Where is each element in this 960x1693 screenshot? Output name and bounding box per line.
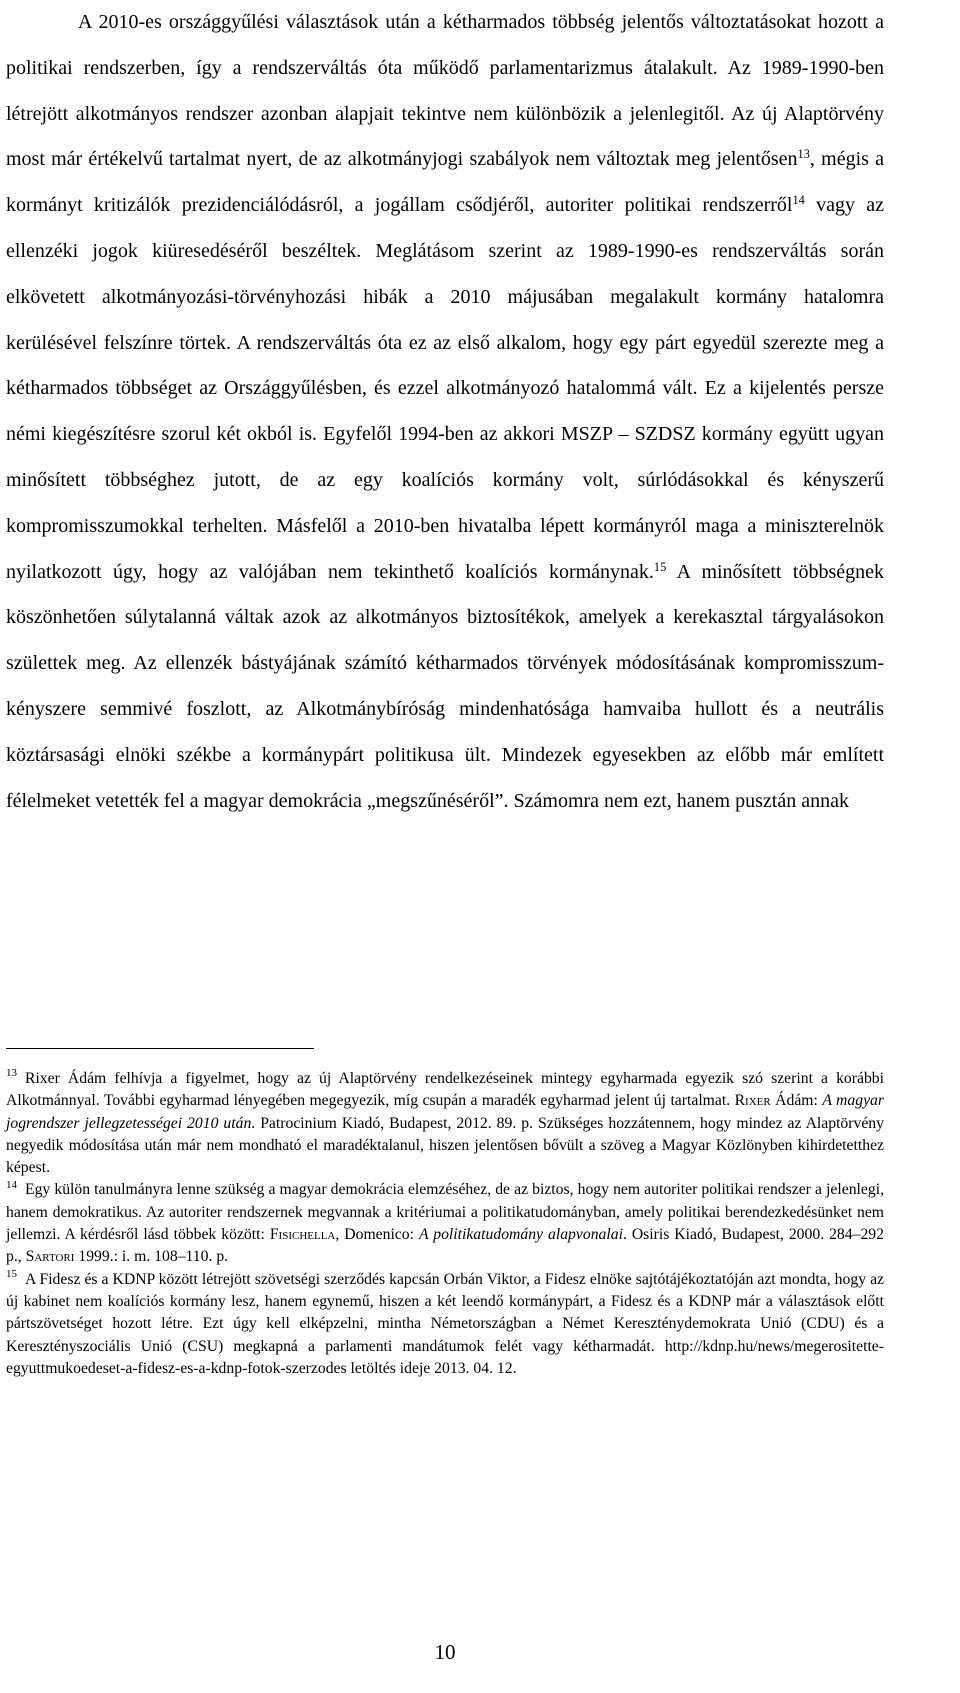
body-text-3: vagy az ellenzéki jogok kiüresedéséről beszéltek. Meglátásom szerint az 1989-1990-es rendszerváltás során elkövetett alkotmányozási-törvényhozási hibák a 2010 májusában megalakult kormány hatalomra kerülésével felszínre törtek. A rendszerváltás óta ez az első alkalom, hogy egy párt egyedül szerezte meg a kétharmados többséget az Országgyűlésben, és ezzel alkotmányozó hatalommá vált. Ez a kijelentés persze némi kiegészítésre szorul két okból is. Egyfelől 1994-ben az akkori MSZP – SZDSZ kormány együtt ugyan minősített többséghez jutott, de az egy koalíciós kormány volt, súrlódásokkal és kényszerű kompromisszumokkal terhelten. Másfelől a 2010-ben hivatalba lépett kormányról maga a miniszterelnök nyilatkozott úgy, hogy az valójában nem tekinthető koalíciós kormánynak. — [6, 194, 885, 583]
footnote-15 — [6, 1269, 884, 1380]
footnote-separator — [6, 1048, 314, 1049]
body-text-1: A 2010-es országgyűlési választások után a kétharmados többség jelentős változtatásokat hozott a politikai rendszerben, így a rendszerváltás óta működő parlamentarizmus átalakult. Az 1989-1990-ben létrejött alkotmányos rendszer azonban alapjait tekintve nem különbözik a jelenlegitől. Az új Alaptörvény most már értékelvű tartalmat nyert, de az alkotmányjogi szabályok nem változtak meg jelentősen — [6, 11, 884, 171]
body-text-4: A minősített többségnek köszönhetően súlytalanná váltak azok az alkotmányos biztosítékok, amelyek a kerekasztal tárgyalásokon születtek meg. Az ellenzék bástyájának számító kétharmados törvények módosításának kompromisszum-kényszere semmivé foszlott, az Alkotmánybíróság mindenhatósága hamvaiba hullott és a neutrális köztársasági elnöki székbe a kormánypárt politikusa ült. Mindezek egyesekben az előbb már említett félelmeket vetették fel a magyar demokrácia „megszűnéséről”. Számomra nem ezt, hanem pusztán annak — [6, 560, 884, 812]
footnote-ref-14[interactable]: 14 — [792, 193, 805, 208]
footnote-number: 15 — [6, 1268, 17, 1281]
footnote-text: . Patrocinium Kiadó, Budapest, 2012. 89. p. Szükséges hozzátennem, hogy mindez az Alaptörvény negyedik módosítása után már nem mondható el maradéktalanul, hiszen jelentősen bővült a szöveg a Magyar Közlönyben kihirdetetthez képest. — [6, 1114, 884, 1177]
author-name: Fisichella — [269, 1226, 336, 1244]
footnote-text: , Domenico: — [335, 1226, 419, 1244]
footnotes — [6, 1068, 884, 1380]
footnote-number: 13 — [6, 1067, 17, 1080]
body-text-2: , mégis a kormányt kritizálók prezidenciálódásról, a jogállam csődjéről, autoriter politikai rendszerről — [6, 148, 885, 217]
book-title: A politikatudomány alapvonalai — [418, 1226, 623, 1244]
footnote-ref-15[interactable]: 15 — [653, 559, 667, 574]
footnote-text: Rixer Ádám felhívja a figyelmet, hogy az új Alaptörvény rendelkezéseinek mintegy egyharmada egyezik szó szerint a korábbi Alkotmánnyal. További egyharmad lényegében megegyezik, míg csupán a maradék egyharmad jelent új tartalmat. — [6, 1070, 884, 1110]
footnote-13 — [6, 1068, 884, 1179]
footnote-number: 14 — [6, 1178, 17, 1191]
footnote-ref-13[interactable]: 13 — [797, 147, 810, 162]
book-title: A magyar jogrendszer jellegzetességei 2010 után — [6, 1092, 884, 1132]
footnote-text: . Osiris Kiadó, Budapest, 2000. 284–292 p., — [6, 1226, 884, 1266]
footnote-text: Ádám: — [770, 1092, 823, 1110]
footnote-text: Egy külön tanulmányra lenne szükség a magyar demokrácia elemzéséhez, de az biztos, hogy nem autoriter politikai rendszer a jelenlegi, hanem demokratikus. Az autoriter rendszernek megvannak a kritériumai a politikatudományban, amely politikai berendezkedésünket nem jellemzi. A kérdésről lásd többek között: — [6, 1181, 884, 1244]
footnote-text: A Fidesz és a KDNP között létrejött szövetségi szerződés kapcsán Orbán Viktor, a Fidesz elnöke sajtótájékoztatóján azt mondta, hogy az új kabinet nem koalíciós kormány lesz, hanem egynemű, hiszen a két leendő kormánypárt, a Fidesz és a KDNP már a választások előtt pártszövetséget hozott létre. Ezt úgy kell elképzelni, mintha Németországban a Német Kereszténydemokrata Unió (CDU) és a Keresztényszociális Unió (CSU) megkapná a parlamenti mandátumok felét vagy kétharmadát. http://kdnp.hu/news/megerositette-egyuttmukoedeset-a-fidesz-es-a-kdnp-fotok-szerzodes letöltés ideje 2013. 04. 12. — [6, 1270, 884, 1377]
author-name: Sartori — [25, 1248, 75, 1266]
page-number: 10 — [434, 1640, 456, 1664]
footnote-14 — [6, 1179, 884, 1268]
body-paragraph — [6, 0, 884, 824]
author-name: Rixer — [734, 1092, 771, 1110]
footnote-text: 1999.: i. m. 108–110. p. — [74, 1248, 229, 1266]
document-page — [6, 0, 885, 1664]
